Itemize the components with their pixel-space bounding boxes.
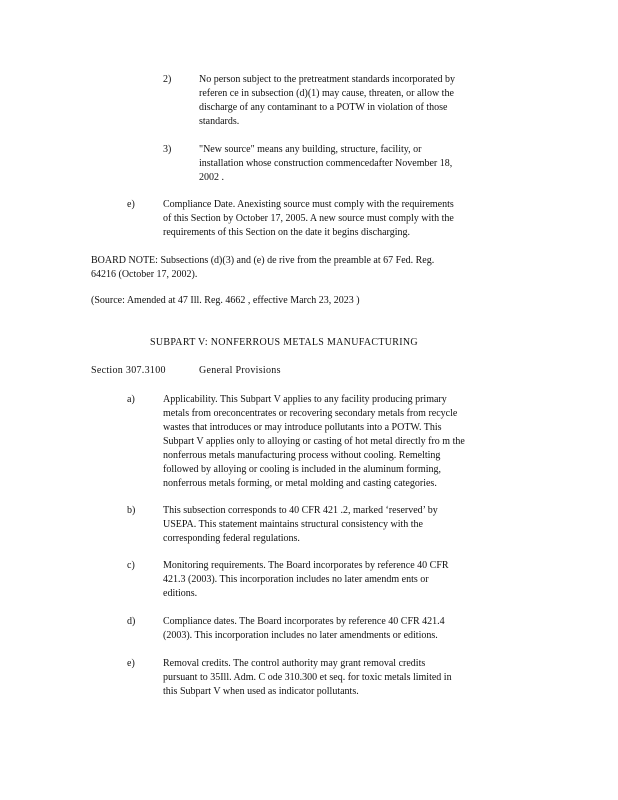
text-line: wastes that introduces or may introduce pollutants into a POTW. This <box>163 422 442 433</box>
text-line: Monitoring requirements. The Board incorporates by reference 40 CFR <box>163 560 449 571</box>
text-line: Removal credits. The control authority may grant removal credits <box>163 658 426 669</box>
item-text <box>163 198 523 240</box>
text-line: of this Section by October 17, 2005. A new source must comply with the <box>163 213 454 224</box>
text-line: 64216 (October 17, 2002). <box>91 269 198 280</box>
text-line: No person subject to the pretreatment standards incorporated by <box>199 74 456 85</box>
text-line: "New source" means any building, structure, facility, or <box>199 144 422 155</box>
section-number: Section 307.3100 <box>91 365 166 376</box>
subpart-heading: SUBPART V: NONFERROUS METALS MANUFACTURING <box>150 337 418 348</box>
text-line: This subsection corresponds to 40 CFR 421 .2, marked ‘reserved’ by <box>163 505 438 516</box>
item-label: 2) <box>163 74 172 85</box>
text-line: installation whose construction commencedafter November 18, <box>199 158 453 169</box>
item-label: 3) <box>163 144 172 155</box>
item-label: d) <box>127 616 136 627</box>
text-line: Subpart V applies only to alloying or casting of hot metal directly fro m the <box>163 436 465 447</box>
board-note <box>91 254 511 282</box>
text-line: BOARD NOTE: Subsections (d)(3) and (e) de rive from the preamble at 67 Fed. Reg. <box>91 255 435 266</box>
text-line: this Subpart V when used as indicator pollutants. <box>163 686 359 697</box>
text-line: corresponding federal regulations. <box>163 533 300 544</box>
text-line: (2003). This incorporation includes no later amendments or editions. <box>163 630 438 641</box>
text-line: editions. <box>163 588 198 599</box>
text-line: metals from oreconcentrates or recovering secondary metals from recycle <box>163 408 458 419</box>
text-line: nonferrous metals forming, or metal molding and casting categories. <box>163 478 437 489</box>
item-label: e) <box>127 658 135 669</box>
text-line: Compliance dates. The Board incorporates by reference 40 CFR 421.4 <box>163 616 445 627</box>
item-text <box>163 504 503 546</box>
section-title: General Provisions <box>199 365 281 376</box>
text-line: pursuant to 35Ill. Adm. C ode 310.300 et seq. for toxic metals limited in <box>163 672 452 683</box>
text-line: discharge of any contaminant to a POTW in violation of those <box>199 102 448 113</box>
text-line: USEPA. This statement maintains structural consistency with the <box>163 519 423 530</box>
item-text <box>199 143 509 185</box>
text-line: Applicability. This Subpart V applies to any facility producing primary <box>163 394 447 405</box>
item-label: b) <box>127 505 136 516</box>
text-line: 421.3 (2003). This incorporation includes no later amendm ents or <box>163 574 429 585</box>
source-note: (Source: Amended at 47 Ill. Reg. 4662 , effective March 23, 2023 ) <box>91 295 360 306</box>
text-line: nonferrous metals manufacturing process without cooling. Remelting <box>163 450 441 461</box>
text-line: standards. <box>199 116 240 127</box>
item-label: c) <box>127 560 135 571</box>
item-text <box>199 73 509 129</box>
item-text <box>163 657 523 699</box>
text-line: followed by alloying or cooling is included in the aluminum forming, <box>163 464 442 475</box>
text-line: referen ce in subsection (d)(1) may cause, threaten, or allow the <box>199 88 454 99</box>
item-text <box>163 559 513 601</box>
text-line: 2002 . <box>199 172 224 183</box>
item-text <box>163 615 513 643</box>
item-text <box>163 393 525 491</box>
item-label: a) <box>127 394 135 405</box>
text-line: Compliance Date. Anexisting source must comply with the requirements <box>163 199 454 210</box>
text-line: requirements of this Section on the date it begins discharging. <box>163 227 410 238</box>
item-label: e) <box>127 199 135 210</box>
